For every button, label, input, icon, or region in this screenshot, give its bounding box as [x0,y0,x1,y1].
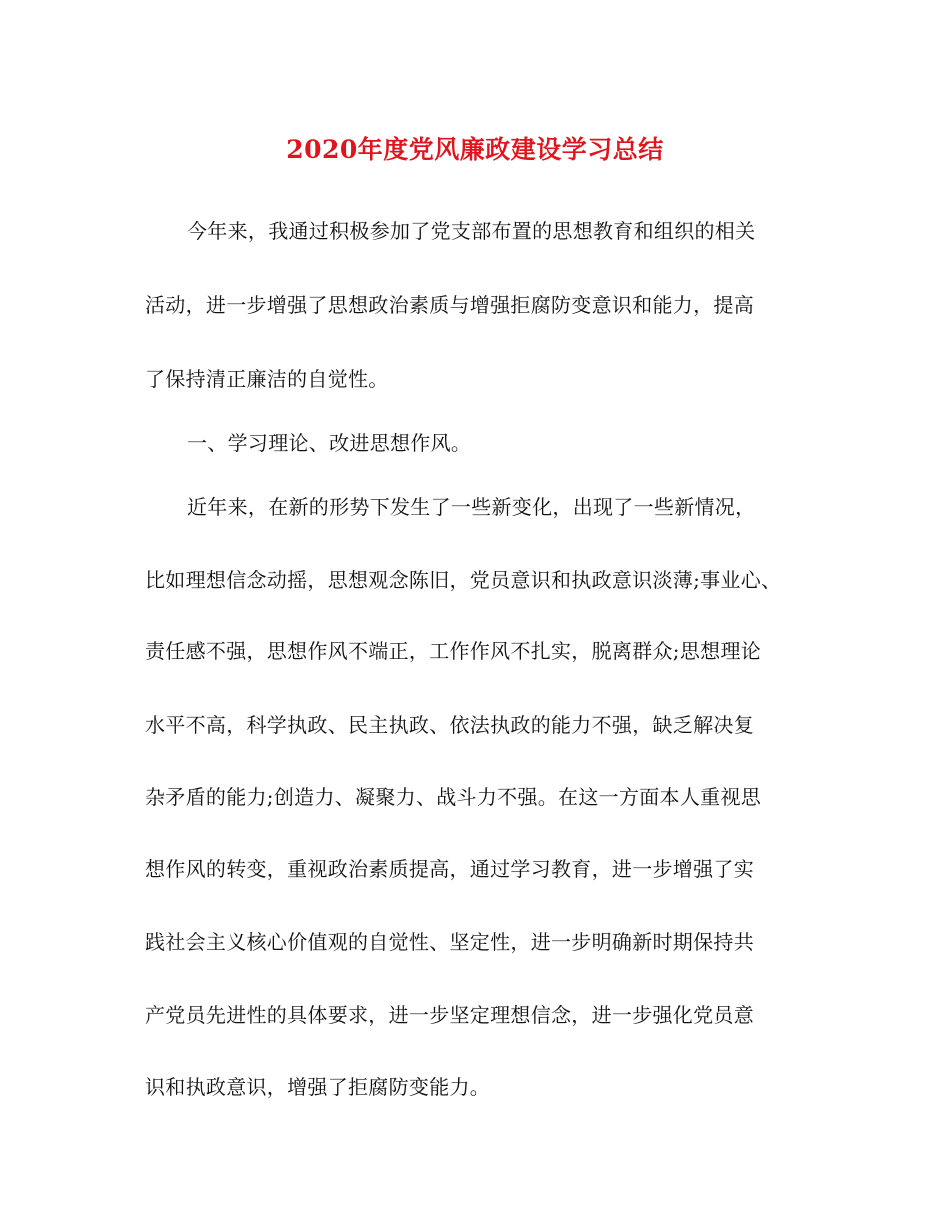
paragraph-line: 今年来，我通过积极参加了党支部布置的思想教育和组织的相关 [187,219,756,243]
document-title: 2020年度党风廉政建设学习总结 [286,135,664,164]
paragraph-line: 产党员先进性的具体要求，进一步坚定理想信念，进一步强化党员意 [145,1003,754,1027]
paragraph-line: 践社会主义核心价值观的自觉性、坚定性，进一步明确新时期保持共 [145,930,754,954]
paragraph-line: 了保持清正廉洁的自觉性。 [145,367,389,391]
paragraph-line: 活动，进一步增强了思想政治素质与增强拒腐防变意识和能力，提高 [145,293,754,317]
paragraph-line: 责任感不强，思想作风不端正，工作作风不扎实，脱离群众;思想理论 [145,639,762,663]
paragraph-line: 水平不高，科学执政、民主执政、依法执政的能力不强，缺乏解决复 [145,713,754,737]
paragraph-line: 近年来，在新的形势下发生了一些新变化，出现了一些新情况， [187,495,756,519]
paragraph-line: 比如理想信念动摇，思想观念陈旧，党员意识和执政意识淡薄;事业心、 [145,568,782,592]
section-heading: 一、学习理论、改进思想作风。 [187,431,472,455]
paragraph-line: 识和执政意识，增强了拒腐防变能力。 [145,1075,491,1099]
paragraph-line: 杂矛盾的能力;创造力、凝聚力、战斗力不强。在这一方面本人重视思 [145,785,762,809]
paragraph-line: 想作风的转变，重视政治素质提高，通过学习教育，进一步增强了实 [145,857,754,881]
